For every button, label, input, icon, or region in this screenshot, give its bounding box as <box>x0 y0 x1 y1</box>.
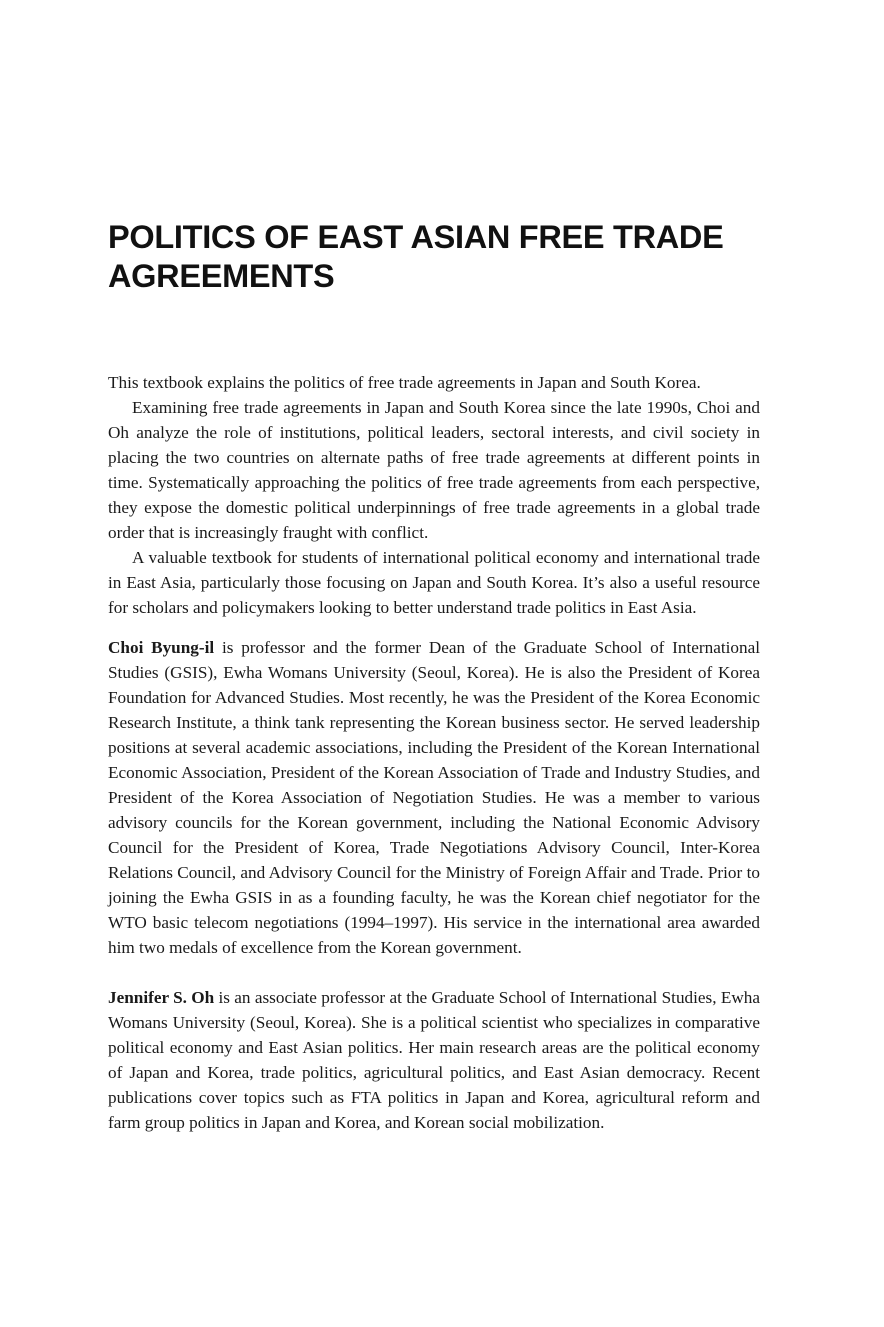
description-paragraph: Examining free trade agreements in Japan and South Korea since the late 1990s, Choi and Oh analyze the role of institutions, political leaders, sectoral interests, and civil society in placing the two countries on alternate paths of free trade agreements at different points in time. Systematically approaching the politics of free trade agreements from each perspective, they expose the domestic political underpinnings of free trade agreements in a global trade order that is increasingly fraught with conflict. <box>108 398 760 542</box>
description-paragraph: A valuable textbook for students of international political economy and international trade in East Asia, particularly those focusing on Japan and South Korea. It’s also a useful resource for scholars and policymakers looking to better understand trade politics in East Asia. <box>108 548 760 617</box>
description-intro: This textbook explains the politics of free trade agreements in Japan and South Korea. <box>108 373 701 392</box>
author-name: Choi Byung-il <box>108 638 215 657</box>
author-bio-text: is professor and the former Dean of the Graduate School of International Studies (GSIS), Ewha Womans University (Seoul, Korea). He is also the President of Korea Foundation for Advanced Studies. Most recently, he was the President of the Korea Economic Research Institute, a think tank representing the Korean business sector. He served leadership positions at several academic associations, including the President of the Korean International Economic Association, President of the Korean Association of Trade and Industry Studies, and President of the Korea Association of Negotiation Studies. He was a member to various advisory councils for the Korean government, including the National Economic Advisory Council for the President of Korea, Trade Negotiations Advisory Council, Inter-Korea Relations Council, and Advisory Council for the Ministry of Foreign Affair and Trade. Prior to joining the Ewha GSIS in as a founding faculty, he was the Korean chief negotiator for the WTO basic telecom negotiations (1994–1997). His service in the international area awarded him two medals of excellence from the Korean government. <box>108 638 760 957</box>
author-bio <box>108 635 760 960</box>
author-bio <box>108 985 760 1135</box>
book-description <box>108 370 760 1135</box>
author-name: Jennifer S. Oh <box>108 988 215 1007</box>
book-title: POLITICS OF EAST ASIAN FREE TRADE AGREEMENTS <box>108 219 724 294</box>
author-bio-text: is an associate professor at the Graduate School of International Studies, Ewha Womans University (Seoul, Korea). She is a political scientist who specializes in comparative political economy and East Asian politics. Her main research areas are the political economy of Japan and Korea, trade politics, agricultural politics, and East Asian democracy. Recent publications cover topics such as FTA politics in Japan and Korea, agricultural reform and farm group politics in Japan and Korea, and Korean social mobilization. <box>108 988 760 1132</box>
